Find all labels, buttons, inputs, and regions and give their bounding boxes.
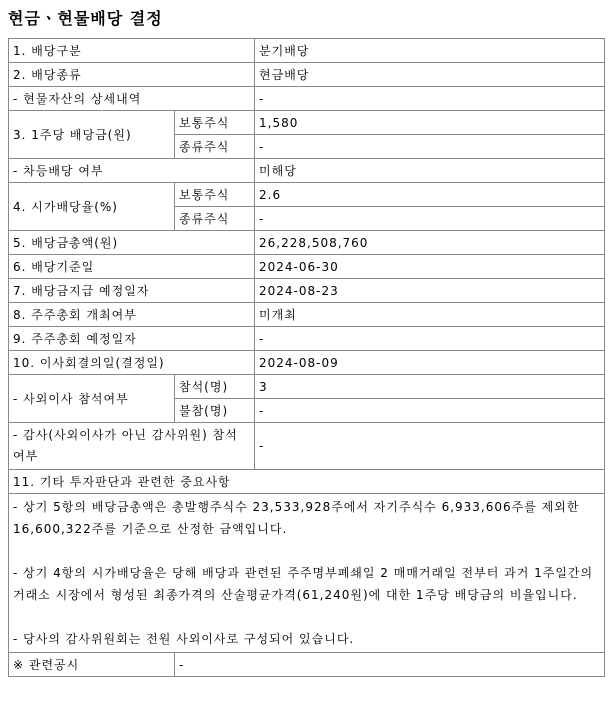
row-value: 2024-08-23 [255,279,605,303]
row-value: - [255,87,605,111]
table-row [9,351,605,375]
row-label: 6. 배당기준일 [9,255,255,279]
table-row [9,159,605,183]
row-label: 2. 배당종류 [9,63,255,87]
table-row [9,111,605,135]
table-row [9,63,605,87]
table-row [9,255,605,279]
note-dividend-total: - 상기 5항의 배당금총액은 총발행주식수 23,533,928주에서 자기주식수 6,933,606주를 제외한 16,600,322주를 기준으로 산정한 금액입니다. [13,500,580,536]
row-sublabel: 보통주식 [175,111,255,135]
row-value: - [255,207,605,231]
row-value: - [255,399,605,423]
note-yield: - 상기 4항의 시가배당율은 당해 배당과 관련된 주주명부폐쇄일 2 매매거래일 전부터 과거 1주일간의 거래소 시장에서 형성된 최종가격의 산술평균가격(61,240원)에 대한 1주당 배당금의 비율입니다. [13,566,594,602]
row-value: 2024-08-09 [255,351,605,375]
row-value: 분기배당 [255,39,605,63]
dividend-disclosure-table [8,38,605,677]
table-row [9,231,605,255]
table-row [9,183,605,207]
row-label: - 차등배당 여부 [9,159,255,183]
row-sublabel: 종류주식 [175,135,255,159]
row-value: 2.6 [255,183,605,207]
table-row [9,39,605,63]
table-row [9,327,605,351]
row-value: - [255,135,605,159]
notes-cell [9,494,605,653]
row-label: 4. 시가배당율(%) [9,183,175,231]
table-row [9,494,605,653]
row-value: - [255,423,605,470]
row-label: 7. 배당금지급 예정일자 [9,279,255,303]
row-label: 11. 기타 투자판단과 관련한 중요사항 [9,470,605,494]
table-row [9,87,605,111]
row-label: ※ 관련공시 [9,653,175,677]
row-value: 현금배당 [255,63,605,87]
row-value: 2024-06-30 [255,255,605,279]
row-label: 10. 이사회결의일(결정일) [9,351,255,375]
row-label: 1. 배당구분 [9,39,255,63]
row-value: 미해당 [255,159,605,183]
table-row [9,375,605,399]
row-sublabel: 보통주식 [175,183,255,207]
row-label: 8. 주주총회 개최여부 [9,303,255,327]
row-sublabel: 종류주식 [175,207,255,231]
row-value: 3 [255,375,605,399]
table-row [9,470,605,494]
row-label: 5. 배당금총액(원) [9,231,255,255]
row-sublabel: 참석(명) [175,375,255,399]
note-audit-committee: - 당사의 감사위원회는 전원 사외이사로 구성되어 있습니다. [13,632,355,646]
table-row [9,423,605,470]
row-value: - [255,327,605,351]
row-sublabel: 불참(명) [175,399,255,423]
row-label: - 사외이사 참석여부 [9,375,175,423]
table-row [9,303,605,327]
row-label: 9. 주주총회 예정일자 [9,327,255,351]
row-label: - 현물자산의 상세내역 [9,87,255,111]
row-label: 3. 1주당 배당금(원) [9,111,175,159]
page-title: 현금ㆍ현물배당 결정 [8,9,163,28]
table-row [9,279,605,303]
row-value: 1,580 [255,111,605,135]
row-value: 26,228,508,760 [255,231,605,255]
row-value: - [175,653,605,677]
row-value: 미개최 [255,303,605,327]
row-label: - 감사(사외이사가 아닌 감사위원) 참석여부 [9,423,255,470]
table-row [9,653,605,677]
